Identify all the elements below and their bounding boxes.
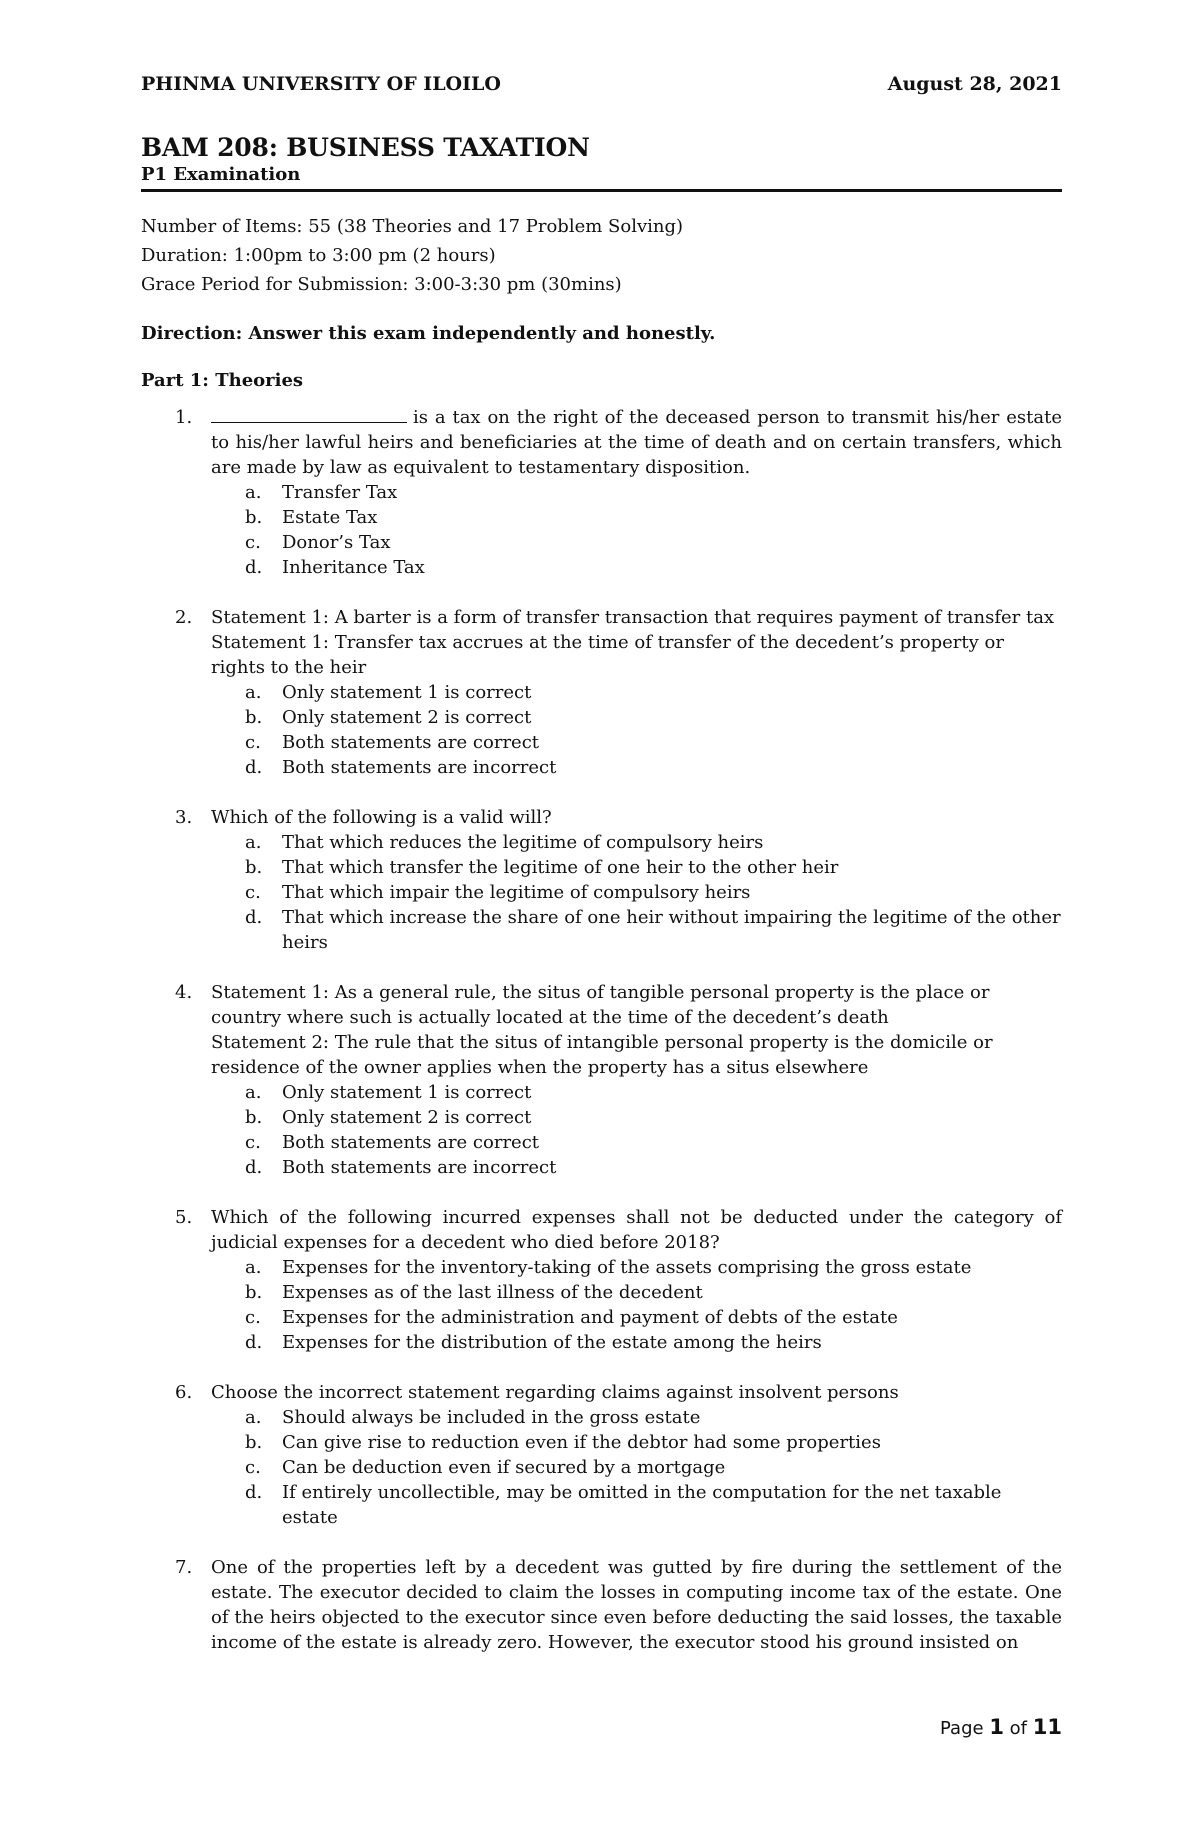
question-item xyxy=(141,1205,1062,1355)
of-word: of xyxy=(1009,1718,1028,1739)
choice-letter: b. xyxy=(245,707,263,728)
choice-text: Estate Tax xyxy=(282,507,378,528)
question-number: 6. xyxy=(175,1382,193,1403)
choice-item xyxy=(211,855,1062,880)
choice-letter: a. xyxy=(245,1407,262,1428)
choice-text: That which reduces the legitime of compulsory heirs xyxy=(282,832,764,853)
question-number: 3. xyxy=(175,807,193,828)
choice-text: Only statement 2 is correct xyxy=(282,707,532,728)
choice-letter: b. xyxy=(245,1282,263,1303)
choice-text: Expenses for the inventory-taking of the assets comprising the gross estate xyxy=(282,1257,972,1278)
info-duration: Duration: 1:00pm to 3:00 pm (2 hours) xyxy=(141,245,496,266)
choice-text: Both statements are correct xyxy=(282,1132,540,1153)
choice-item xyxy=(211,1330,1062,1355)
info-grace-period: Grace Period for Submission: 3:00-3:30 pm (30mins) xyxy=(141,274,622,295)
answer-blank xyxy=(211,405,407,423)
question-item xyxy=(141,805,1062,955)
choice-text: If entirely uncollectible, may be omitted in the computation for the net taxable estate xyxy=(282,1482,1002,1528)
question-text: Choose the incorrect statement regarding claims against insolvent persons xyxy=(211,1382,899,1403)
choice-letter: a. xyxy=(245,482,262,503)
page-footer xyxy=(940,1715,1062,1741)
choice-item xyxy=(211,1130,1062,1155)
choice-letter: c. xyxy=(245,1457,261,1478)
choice-letter: a. xyxy=(245,682,262,703)
page-header xyxy=(141,72,1062,97)
choice-letter: d. xyxy=(245,1482,263,1503)
choice-letter: a. xyxy=(245,832,262,853)
choice-text: That which impair the legitime of compulsory heirs xyxy=(282,882,751,903)
choice-list xyxy=(211,1405,1062,1530)
choice-item xyxy=(211,1080,1062,1105)
choice-list xyxy=(211,1080,1062,1180)
choice-item xyxy=(211,730,1062,755)
question-number: 5. xyxy=(175,1207,193,1228)
choice-letter: c. xyxy=(245,732,261,753)
choice-list xyxy=(211,1255,1062,1355)
choice-letter: c. xyxy=(245,882,261,903)
choice-item xyxy=(211,905,1062,955)
choice-letter: b. xyxy=(245,507,263,528)
total-pages: 11 xyxy=(1032,1715,1062,1739)
question-number: 2. xyxy=(175,607,193,628)
question-text-body: is a tax on the right of the deceased person to transmit his/her estate to his/her lawful heirs and beneficiaries at the time of death and on certain transfers, which are made by law as equivalent to testamentary disposition. xyxy=(211,407,1062,478)
choice-letter: b. xyxy=(245,1107,263,1128)
choice-text: Should always be included in the gross estate xyxy=(282,1407,701,1428)
choice-text: Only statement 2 is correct xyxy=(282,1107,532,1128)
question-item xyxy=(141,1555,1062,1655)
question-text xyxy=(211,405,1062,480)
page-word: Page xyxy=(940,1718,984,1739)
choice-text: Expenses for the administration and payment of debts of the estate xyxy=(282,1307,898,1328)
exam-subtitle: P1 Examination xyxy=(141,164,301,185)
choice-text: That which transfer the legitime of one heir to the other heir xyxy=(282,857,839,878)
choice-letter: d. xyxy=(245,907,263,928)
page-number: 1 xyxy=(989,1715,1004,1739)
part-heading: Part 1: Theories xyxy=(141,370,304,391)
choice-letter: d. xyxy=(245,757,263,778)
choice-letter: c. xyxy=(245,1307,261,1328)
choice-letter: d. xyxy=(245,1332,263,1353)
choice-text: That which increase the share of one heir without impairing the legitime of the other heirs xyxy=(282,907,1061,953)
choice-item xyxy=(211,1405,1062,1430)
question-text: One of the properties left by a decedent was gutted by fire during the settlement of the estate. The executor decided to claim the losses in computing income tax of the estate. One of the heirs objected to the executor since even before deducting the said losses, the taxable income of the estate is already zero. However, the executor stood his ground insisted on xyxy=(211,1557,1062,1653)
statement-line: Statement 1: Transfer tax accrues at the time of transfer of the decedent’s property or rights to the heir xyxy=(211,632,1004,678)
choice-item xyxy=(211,530,1062,555)
choice-list xyxy=(211,830,1062,955)
statement-line: Statement 1: A barter is a form of transfer transaction that requires payment of transfer tax xyxy=(211,607,1055,628)
choice-text: Both statements are incorrect xyxy=(282,1157,557,1178)
choice-text: Can be deduction even if secured by a mortgage xyxy=(282,1457,726,1478)
choice-item xyxy=(211,680,1062,705)
question-text: Which of the following is a valid will? xyxy=(211,807,552,828)
choice-letter: c. xyxy=(245,532,261,553)
choice-text: Both statements are incorrect xyxy=(282,757,557,778)
question-number: 4. xyxy=(175,982,193,1003)
choice-text: Only statement 1 is correct xyxy=(282,1082,532,1103)
choice-item xyxy=(211,1455,1062,1480)
choice-item xyxy=(211,1305,1062,1330)
choice-letter: b. xyxy=(245,857,263,878)
choice-text: Can give rise to reduction even if the debtor had some properties xyxy=(282,1432,881,1453)
choice-item xyxy=(211,1480,1062,1530)
choice-item xyxy=(211,1280,1062,1305)
exam-date: August 28, 2021 xyxy=(887,73,1062,95)
choice-text: Both statements are correct xyxy=(282,732,540,753)
question-number: 1. xyxy=(175,407,193,428)
question-item xyxy=(141,405,1062,580)
choice-letter: b. xyxy=(245,1432,263,1453)
choice-item xyxy=(211,705,1062,730)
choice-item xyxy=(211,1155,1062,1180)
choice-list xyxy=(211,480,1062,580)
question-list xyxy=(141,405,1062,1655)
choice-letter: c. xyxy=(245,1132,261,1153)
choice-item xyxy=(211,830,1062,855)
institution-name: PHINMA UNIVERSITY OF ILOILO xyxy=(141,73,501,95)
question-item xyxy=(141,980,1062,1180)
choice-item xyxy=(211,555,1062,580)
choice-text: Expenses as of the last illness of the decedent xyxy=(282,1282,703,1303)
choice-letter: a. xyxy=(245,1082,262,1103)
question-text: Which of the following incurred expenses shall not be deducted under the category of judicial expenses for a decedent who died before 2018? xyxy=(211,1207,1062,1253)
choice-item xyxy=(211,480,1062,505)
choice-text: Inheritance Tax xyxy=(282,557,425,578)
direction-text: Direction: Answer this exam independently and honestly. xyxy=(141,323,716,344)
choice-item xyxy=(211,880,1062,905)
question-number: 7. xyxy=(175,1557,193,1578)
choice-letter: d. xyxy=(245,1157,263,1178)
statement-line: Statement 2: The rule that the situs of intangible personal property is the domicile or residence of the owner applies when the property has a situs elsewhere xyxy=(211,1032,993,1078)
choice-text: Transfer Tax xyxy=(282,482,398,503)
choice-item xyxy=(211,1105,1062,1130)
statement-line: Statement 1: As a general rule, the situs of tangible personal property is the place or country where such is actually located at the time of the decedent’s death xyxy=(211,982,990,1028)
course-title: BAM 208: BUSINESS TAXATION xyxy=(141,133,590,162)
choice-item xyxy=(211,755,1062,780)
choice-item xyxy=(211,505,1062,530)
choice-letter: d. xyxy=(245,557,263,578)
title-divider xyxy=(141,189,1062,192)
exam-info xyxy=(141,212,1062,299)
choice-item xyxy=(211,1430,1062,1455)
info-number-of-items: Number of Items: 55 (38 Theories and 17 Problem Solving) xyxy=(141,216,684,237)
choice-list xyxy=(211,680,1062,780)
question-item xyxy=(141,605,1062,780)
choice-text: Only statement 1 is correct xyxy=(282,682,532,703)
question-item xyxy=(141,1380,1062,1530)
choice-item xyxy=(211,1255,1062,1280)
choice-text: Expenses for the distribution of the estate among the heirs xyxy=(282,1332,822,1353)
choice-text: Donor’s Tax xyxy=(282,532,391,553)
choice-letter: a. xyxy=(245,1257,262,1278)
